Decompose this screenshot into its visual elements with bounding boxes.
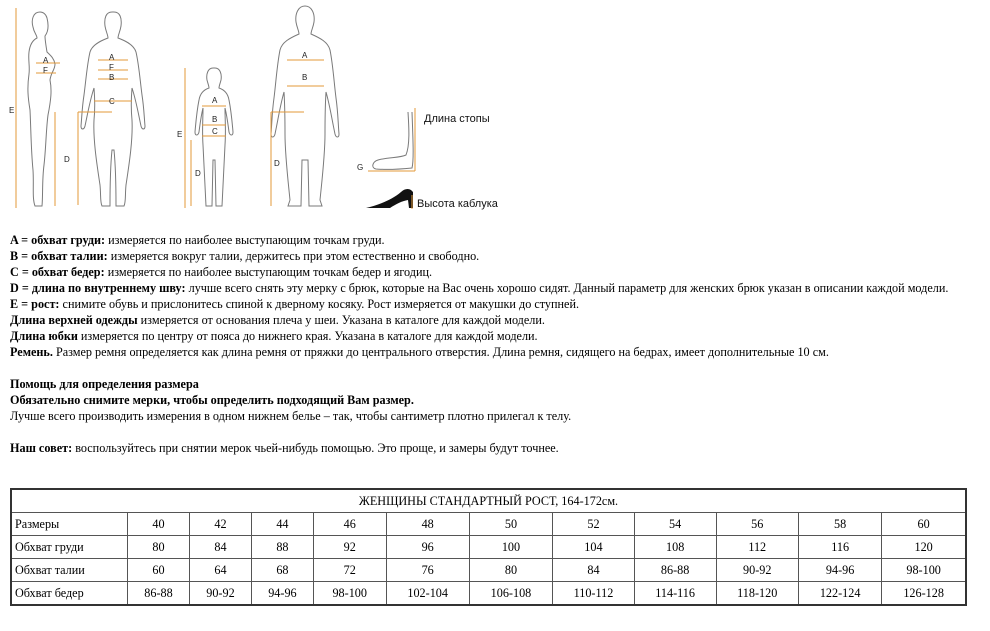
definition-term: C = обхват бедер:	[10, 265, 105, 279]
definition-text: Размер ремня определяется как длина ремня от пряжки до центрального отверстия. Длина ремня, сидящего на бедрах, имеет дополнительные 10 см.	[52, 345, 829, 359]
definition-term: Ремень.	[10, 345, 53, 359]
definition-term: Длина юбки	[10, 329, 78, 343]
table-row	[11, 559, 966, 582]
child-label-a: A	[212, 96, 218, 105]
table-row	[11, 513, 966, 536]
table-cell: 86-88	[634, 559, 716, 582]
woman-label-a: A	[109, 53, 115, 62]
table-cell: 58	[798, 513, 881, 536]
table-cell: 90-92	[189, 582, 251, 606]
measurement-descriptions	[10, 232, 970, 456]
table-cell: 94-96	[798, 559, 881, 582]
table-cell: 98-100	[882, 559, 966, 582]
table-cell: 50	[469, 513, 552, 536]
table-row	[11, 582, 966, 606]
man-label-b: B	[302, 73, 308, 82]
definition-text: измеряется по наиболее выступающим точкам груди.	[105, 233, 385, 247]
help-subheading-text: Обязательно снимите мерки, чтобы определить подходящий Вам размер.	[10, 393, 414, 407]
female-silhouette-figure	[16, 8, 60, 208]
table-cell: 96	[386, 536, 469, 559]
table-cell: 112	[716, 536, 798, 559]
table-cell: 94-96	[251, 582, 313, 606]
table-cell: 56	[716, 513, 798, 536]
table-cell: 42	[189, 513, 251, 536]
advice	[10, 440, 970, 456]
definition-text: измеряется вокруг талии, держитесь при этом естественно и свободно.	[107, 249, 480, 263]
woman-label-c: C	[109, 97, 115, 106]
definition-term: D = длина по внутреннему шву:	[10, 281, 186, 295]
table-title: ЖЕНЩИНЫ СТАНДАРТНЫЙ РОСТ, 164-172см.	[11, 489, 966, 513]
measurement-figures-illustration	[0, 0, 520, 220]
foot-length-caption: Длина стопы	[424, 113, 490, 125]
definition-chest	[10, 232, 970, 248]
foot-figure	[368, 108, 415, 171]
definition-text: снимите обувь и прислонитесь спиной к дверному косяку. Рост измеряется от макушки до ступней.	[59, 297, 580, 311]
female-front-figure	[78, 12, 145, 206]
table-cell: 54	[634, 513, 716, 536]
table-cell: 114-116	[634, 582, 716, 606]
table-cell: 122-124	[798, 582, 881, 606]
advice-text: воспользуйтесь при снятии мерок чьей-нибудь помощью. Это проще, и замеры будут точнее.	[72, 441, 559, 455]
table-cell: 46	[313, 513, 386, 536]
table-cell: 40	[128, 513, 190, 536]
table-cell: 64	[189, 559, 251, 582]
definition-outerwear-length	[10, 312, 970, 328]
table-cell: 90-92	[716, 559, 798, 582]
child-label-d: D	[195, 169, 201, 178]
table-cell: 118-120	[716, 582, 798, 606]
table-cell: 88	[251, 536, 313, 559]
help-heading	[10, 376, 970, 392]
definition-text: измеряется по центру от пояса до нижнего края. Указана в каталоге для каждой модели.	[77, 329, 538, 343]
help-heading-text: Помощь для определения размера	[10, 377, 199, 391]
table-cell: 98-100	[313, 582, 386, 606]
definition-term: E = рост:	[10, 297, 60, 311]
definition-hips	[10, 264, 970, 280]
table-cell: 80	[469, 559, 552, 582]
heel-height-caption: Высота каблука	[417, 198, 498, 210]
definition-inseam	[10, 280, 970, 296]
table-cell: 60	[128, 559, 190, 582]
table-cell: 86-88	[128, 582, 190, 606]
row-label: Обхват груди	[11, 536, 128, 559]
row-label: Обхват бедер	[11, 582, 128, 606]
child-figure	[185, 68, 233, 208]
table-cell: 104	[553, 536, 635, 559]
table-cell: 52	[553, 513, 635, 536]
table-cell: 80	[128, 536, 190, 559]
definition-height	[10, 296, 970, 312]
table-cell: 72	[313, 559, 386, 582]
foot-label-g: G	[357, 163, 364, 172]
child-label-b: B	[212, 115, 218, 124]
man-label-d: D	[274, 159, 280, 168]
table-cell: 116	[798, 536, 881, 559]
table-cell: 120	[882, 536, 966, 559]
table-row	[11, 536, 966, 559]
female-label-f: F	[43, 66, 48, 75]
help-text: Лучше всего производить измерения в одном нижнем белье – так, чтобы сантиметр плотно прилегал к телу.	[10, 409, 572, 423]
row-label: Обхват талии	[11, 559, 128, 582]
table-cell: 76	[386, 559, 469, 582]
definition-skirt-length	[10, 328, 970, 344]
child-label-e: E	[177, 130, 183, 139]
table-cell: 106-108	[469, 582, 552, 606]
definition-belt	[10, 344, 970, 360]
man-label-a: A	[302, 51, 308, 60]
child-label-c: C	[212, 127, 218, 136]
man-figure	[271, 6, 339, 206]
table-cell: 110-112	[553, 582, 635, 606]
table-cell: 100	[469, 536, 552, 559]
heel-shoe-figure	[366, 189, 413, 209]
definition-text: измеряется от основания плеча у шеи. Указана в каталоге для каждой модели.	[137, 313, 545, 327]
table-cell: 44	[251, 513, 313, 536]
table-cell: 108	[634, 536, 716, 559]
help-subheading	[10, 392, 970, 408]
definition-waist	[10, 248, 970, 264]
definition-text: измеряется по наиболее выступающим точкам бедер и ягодиц.	[104, 265, 433, 279]
table-cell: 126-128	[882, 582, 966, 606]
table-cell: 84	[553, 559, 635, 582]
table-title-row	[11, 489, 966, 513]
definition-term: B = обхват талии:	[10, 249, 108, 263]
female-label-d: D	[64, 155, 70, 164]
female-label-e: E	[9, 106, 15, 115]
woman-label-f: F	[109, 63, 114, 72]
advice-term: Наш совет:	[10, 441, 73, 455]
size-table	[10, 488, 967, 606]
table-cell: 60	[882, 513, 966, 536]
female-label-a: A	[43, 56, 49, 65]
woman-label-b: B	[109, 73, 115, 82]
definition-text: лучше всего снять эту мерку с брюк, которые на Вас очень хорошо сидят. Данный параметр для женских брюк указан в описании каждой модели.	[185, 281, 949, 295]
table-cell: 84	[189, 536, 251, 559]
row-label: Размеры	[11, 513, 128, 536]
definition-term: A = обхват груди:	[10, 233, 106, 247]
table-cell: 68	[251, 559, 313, 582]
definition-term: Длина верхней одежды	[10, 313, 138, 327]
table-cell: 92	[313, 536, 386, 559]
table-cell: 48	[386, 513, 469, 536]
table-cell: 102-104	[386, 582, 469, 606]
